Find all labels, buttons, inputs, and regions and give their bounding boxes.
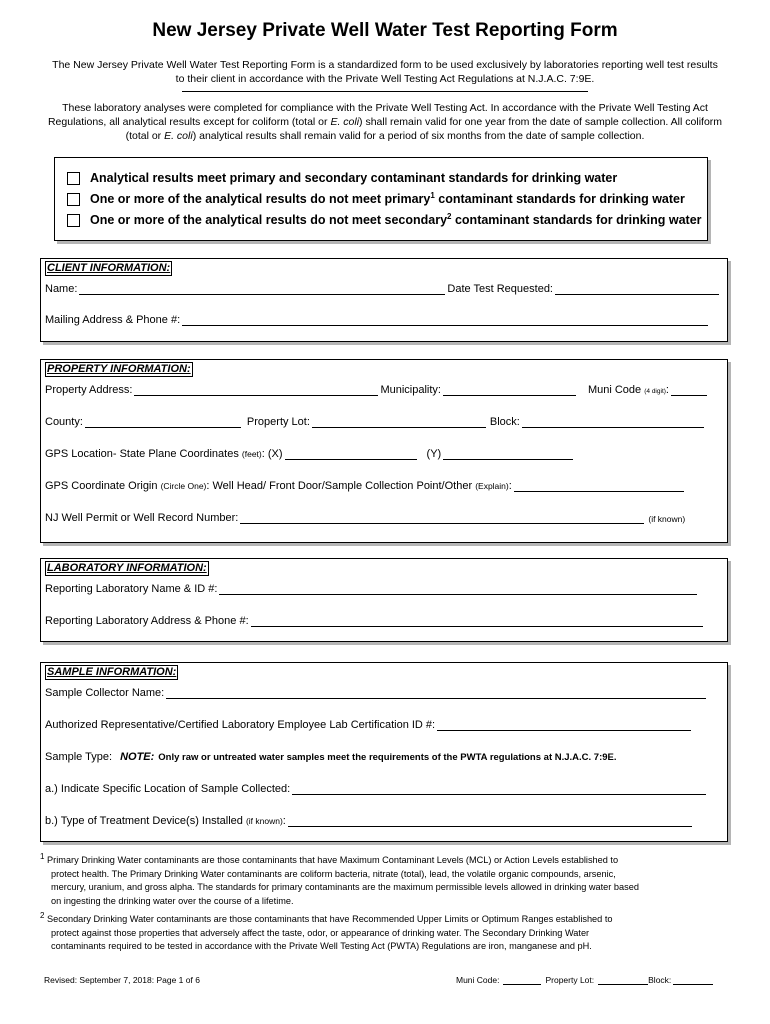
gps-x-field[interactable] bbox=[285, 447, 417, 460]
footer-block-label: Block: bbox=[648, 975, 672, 985]
county-field[interactable] bbox=[85, 415, 241, 428]
property-lot-label: Property Lot: bbox=[246, 416, 310, 428]
lab-name-field[interactable] bbox=[219, 582, 697, 595]
laboratory-information-heading: LABORATORY INFORMATION: bbox=[47, 562, 207, 574]
footnote-line: mercury, uranium, and gross alpha. The standards for primary contaminants are the maximum permissible levels allowed in drinking water based bbox=[51, 882, 639, 892]
client-information-section bbox=[40, 258, 728, 342]
note-text: Only raw or untreated water samples meet the requirements of the PWTA regulations at N.J.A.C. 7:9E. bbox=[158, 752, 617, 763]
footer-fields bbox=[456, 975, 713, 985]
gps-origin-row bbox=[45, 478, 686, 492]
authorized-rep-row bbox=[45, 717, 693, 731]
mailing-address-label: Mailing Address & Phone #: bbox=[45, 314, 181, 326]
property-address-label: Property Address: bbox=[45, 384, 133, 396]
sample-collector-row bbox=[45, 685, 708, 699]
footer-property-lot-label: Property Lot: bbox=[545, 975, 595, 985]
muni-code-field[interactable] bbox=[671, 383, 707, 396]
laboratory-information-section bbox=[40, 558, 728, 642]
intro-line: The New Jersey Private Well Water Test Reporting Form is a standardized form to be used exclusively by laboratories reporting well test results bbox=[52, 59, 718, 71]
authorized-rep-label: Authorized Representative/Certified Laboratory Employee Lab Certification ID #: bbox=[45, 719, 436, 731]
intro-line: to their client in accordance with the Private Well Testing Act Regulations at N.J.A.C. 7:9E. bbox=[175, 73, 595, 85]
municipality-field[interactable] bbox=[443, 383, 576, 396]
footnote-line: on ingesting the drinking water over the course of a lifetime. bbox=[51, 895, 294, 906]
gps-location-row bbox=[45, 446, 575, 460]
footnote-line: 2 Secondary Drinking Water contaminants are those contaminants that have Recommended Upper Limits or Optimum Ranges established to bbox=[40, 910, 613, 924]
divider bbox=[182, 91, 588, 92]
footnote-secondary bbox=[40, 910, 730, 954]
county-row bbox=[45, 414, 706, 428]
compliance-checkbox-group bbox=[54, 157, 708, 241]
lab-name-row bbox=[45, 581, 699, 595]
lab-address-field[interactable] bbox=[251, 614, 703, 627]
block-field[interactable] bbox=[522, 415, 704, 428]
validity-line: Regulations, all analytical results except for coliform (total or E. coli) shall remain valid for one year from the date of sample collection. All coliform bbox=[47, 116, 723, 128]
sample-location-field[interactable] bbox=[292, 782, 706, 795]
validity-paragraph bbox=[40, 101, 730, 143]
if-known-note: (if known) bbox=[648, 514, 686, 524]
footnote-line: protect health. The Primary Drinking Water contaminants are coliform bacteria, nitrate (total), lead, the volatile organic compounds, arsenic, bbox=[51, 868, 616, 879]
mailing-address-field[interactable] bbox=[182, 313, 708, 326]
property-address-field[interactable] bbox=[134, 383, 378, 396]
gps-origin-label: GPS Coordinate Origin (Circle One): Well Head/ Front Door/Sample Collection Point/Other (Explain): bbox=[45, 480, 512, 492]
client-name-field[interactable] bbox=[79, 282, 445, 295]
sample-location-label: a.) Indicate Specific Location of Sample Collected: bbox=[45, 783, 291, 795]
well-permit-label: NJ Well Permit or Well Record Number: bbox=[45, 512, 239, 524]
gps-y-label: (Y) bbox=[426, 448, 442, 460]
property-information-section bbox=[40, 359, 728, 543]
county-label: County: bbox=[45, 416, 83, 428]
well-permit-field[interactable] bbox=[240, 511, 644, 524]
gps-origin-field[interactable] bbox=[514, 479, 684, 492]
meets-standards-checkbox[interactable] bbox=[67, 172, 80, 185]
compliance-option-primary bbox=[67, 192, 685, 206]
fails-secondary-checkbox[interactable] bbox=[67, 214, 80, 227]
lab-name-label: Reporting Laboratory Name & ID #: bbox=[45, 583, 218, 595]
treatment-device-field[interactable] bbox=[288, 814, 692, 827]
meets-standards-label: Analytical results meet primary and secondary contaminant standards for drinking water bbox=[90, 171, 618, 185]
note-label: NOTE: bbox=[120, 751, 155, 763]
date-test-requested-label: Date Test Requested: bbox=[447, 283, 553, 295]
sample-type-row bbox=[45, 749, 617, 763]
block-label: Block: bbox=[489, 416, 520, 428]
lab-address-row bbox=[45, 613, 705, 627]
footnote-line: 1 Primary Drinking Water contaminants are those contaminants that have Maximum Contaminant Levels (MCL) or Action Levels established to bbox=[40, 851, 619, 865]
footnote-line: contaminants required to be tested in accordance with the Private Well Testing Act (PWTA) Regulations are iron, manganese and pH. bbox=[51, 941, 592, 951]
client-information-heading: CLIENT INFORMATION: bbox=[47, 262, 171, 274]
compliance-option-meets bbox=[67, 171, 617, 185]
treatment-device-label: b.) Type of Treatment Device(s) Installed (if known): bbox=[45, 815, 286, 827]
muni-code-label: Muni Code (4 digit): bbox=[587, 384, 669, 396]
footer-muni-code-label: Muni Code: bbox=[456, 975, 500, 985]
date-test-requested-field[interactable] bbox=[555, 282, 719, 295]
fails-secondary-label: One or more of the analytical results do not meet secondary$^2$ contaminant standards for drinking water bbox=[90, 211, 702, 227]
municipality-label: Municipality: bbox=[380, 384, 441, 396]
compliance-option-secondary bbox=[67, 213, 702, 227]
validity-line: (total or E. coli) analytical results shall remain valid for a period of six months from the date of sample collection. bbox=[125, 130, 645, 142]
gps-location-label: GPS Location- State Plane Coordinates (feet): (X) bbox=[45, 448, 283, 460]
intro-paragraph bbox=[40, 58, 730, 86]
lab-address-label: Reporting Laboratory Address & Phone #: bbox=[45, 615, 249, 627]
revision-footer: Revised: September 7, 2018: Page 1 of 6 bbox=[44, 975, 200, 985]
sample-location-row bbox=[45, 781, 708, 795]
property-information-heading: PROPERTY INFORMATION: bbox=[47, 363, 191, 375]
footer-block-field[interactable] bbox=[673, 975, 713, 985]
gps-y-field[interactable] bbox=[443, 447, 573, 460]
authorized-rep-field[interactable] bbox=[437, 718, 691, 731]
validity-line: These laboratory analyses were completed for compliance with the Private Well Testing Act. In accordance with the Private Well Testing Act bbox=[62, 102, 708, 114]
sample-information-heading: SAMPLE INFORMATION: bbox=[47, 666, 177, 678]
sample-information-section bbox=[40, 662, 728, 842]
sample-collector-field[interactable] bbox=[166, 686, 706, 699]
client-name-row bbox=[45, 281, 721, 295]
footer-muni-code-field[interactable] bbox=[503, 975, 541, 985]
mailing-address-row bbox=[45, 312, 710, 326]
treatment-device-row bbox=[45, 813, 694, 827]
sample-collector-label: Sample Collector Name: bbox=[45, 687, 165, 699]
sample-type-label: Sample Type: bbox=[45, 751, 113, 763]
footnote-primary bbox=[40, 851, 730, 908]
page-title: New Jersey Private Well Water Test Reporting Form bbox=[152, 20, 618, 41]
footnote-line: protect against those properties that adversely affect the taste, odor, or appearance of drinking water. The Secondary Drinking Water bbox=[51, 927, 590, 938]
property-address-row bbox=[45, 382, 709, 396]
fails-primary-checkbox[interactable] bbox=[67, 193, 80, 206]
property-lot-field[interactable] bbox=[312, 415, 486, 428]
footer-property-lot-field[interactable] bbox=[598, 975, 648, 985]
well-permit-row bbox=[45, 510, 685, 524]
client-name-label: Name: bbox=[45, 283, 78, 295]
fails-primary-label: One or more of the analytical results do not meet primary$^1$ contaminant standards for drinking water bbox=[90, 190, 685, 206]
